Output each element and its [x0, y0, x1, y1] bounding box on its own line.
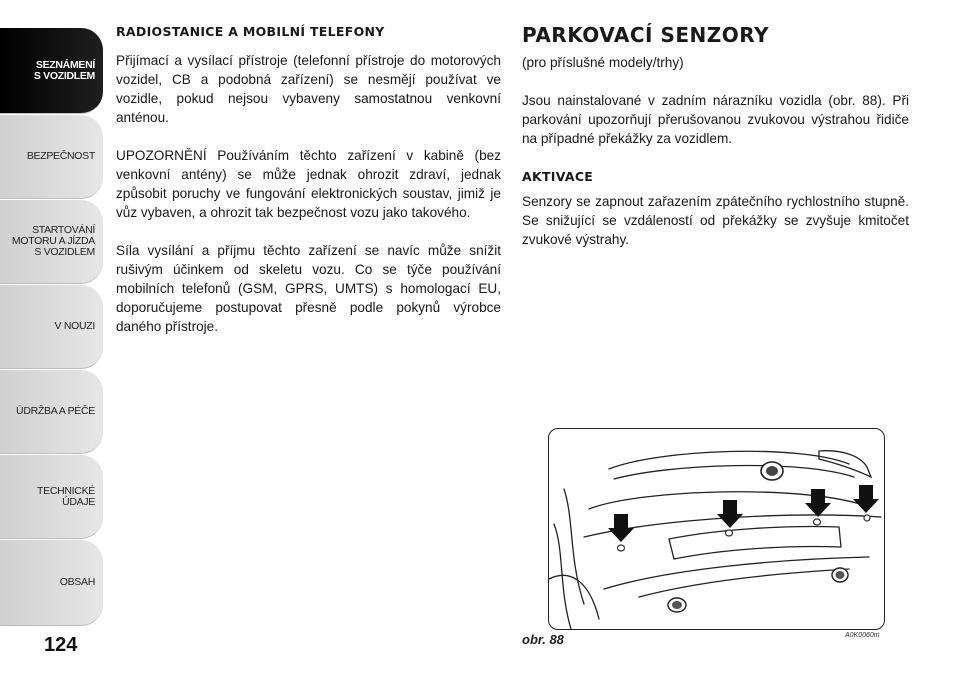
tab-label: OBSAH: [59, 576, 95, 588]
paragraph: Jsou nainstalované v zadním nárazníku vozidla (obr. 88). Při parkování upozorňují přerušovanou zvukovou výstrahou řidiče na případné překážky za vozidlem.: [522, 93, 909, 146]
subtitle: (pro příslušné modely/trhy): [522, 55, 684, 70]
figure-code: A0K0060m: [845, 632, 880, 639]
subheading-activation: AKTIVACE: [522, 169, 594, 184]
car-rear-illustration: [549, 429, 884, 629]
section-heading-radio: RADIOSTANICE A MOBILNÍ TELEFONY: [116, 24, 385, 39]
tab-label: BEZPEČNOST: [26, 150, 95, 162]
tab-udrzba-a-pece[interactable]: [0, 370, 103, 454]
section-heading-parking-sensors: PARKOVACÍ SENZORY: [522, 23, 770, 47]
tab-label: ÚDRŽBA A PÉČE: [16, 405, 95, 417]
tab-technicke-udaje[interactable]: [0, 455, 103, 539]
paragraph: Síla vysílání a příjmu těchto zařízení se navíc může snížit rušivým účinkem od skeletu vozu. Co se týče používání mobilních telefonů (GSM, GPRS, UMTS) s homologací EU, doporučujeme postupovat přesně podle pokynů výrobce daného přístroje.: [116, 243, 501, 334]
paragraph: UPOZORNĚNÍ Používáním těchto zařízení v kabině (bez venkovní antény) se může jednak ohrozit zdraví, jednak způsobit poruchy ve fungování elektronických soustav, jimiž je vůz vybaven, a ohrozit tak bezpečnost vozu jako takového.: [116, 148, 501, 220]
left-column: [116, 22, 501, 355]
right-column: [522, 22, 909, 268]
page-number: 124: [44, 634, 78, 656]
figure-rear-bumper: [548, 428, 885, 630]
paragraph: Senzory se zapnout zařazením zpátečního rychlostního stupně. Se snižující se vzdáleností od překážky se zvyšuje kmitočet zvukové výstrahy.: [522, 194, 909, 247]
tab-obsah[interactable]: [0, 540, 103, 626]
tab-label: SEZNÁMENÍ S VOZIDLEM: [33, 58, 95, 82]
tab-bezpecnost[interactable]: [0, 115, 103, 199]
tab-label: STARTOVÁNÍ MOTORU A JÍZDA S VOZIDLEM: [11, 224, 95, 258]
tab-label: TECHNICKÉ ÚDAJE: [37, 484, 95, 508]
tab-seznameni-s-vozidlem[interactable]: [0, 28, 103, 114]
tab-label: V NOUZI: [54, 320, 95, 332]
tab-startovani-motoru[interactable]: [0, 200, 103, 284]
paragraph: Přijímací a vysílací přístroje (telefonní přístroje do motorových vozidel, CB a podobná zařízení) se nesmějí používat ve vozidle, pokud nejsou vybaveny samostatnou venkovní anténou.: [116, 53, 501, 125]
tab-v-nouzi[interactable]: [0, 285, 103, 369]
figure-caption: obr. 88: [522, 632, 564, 647]
